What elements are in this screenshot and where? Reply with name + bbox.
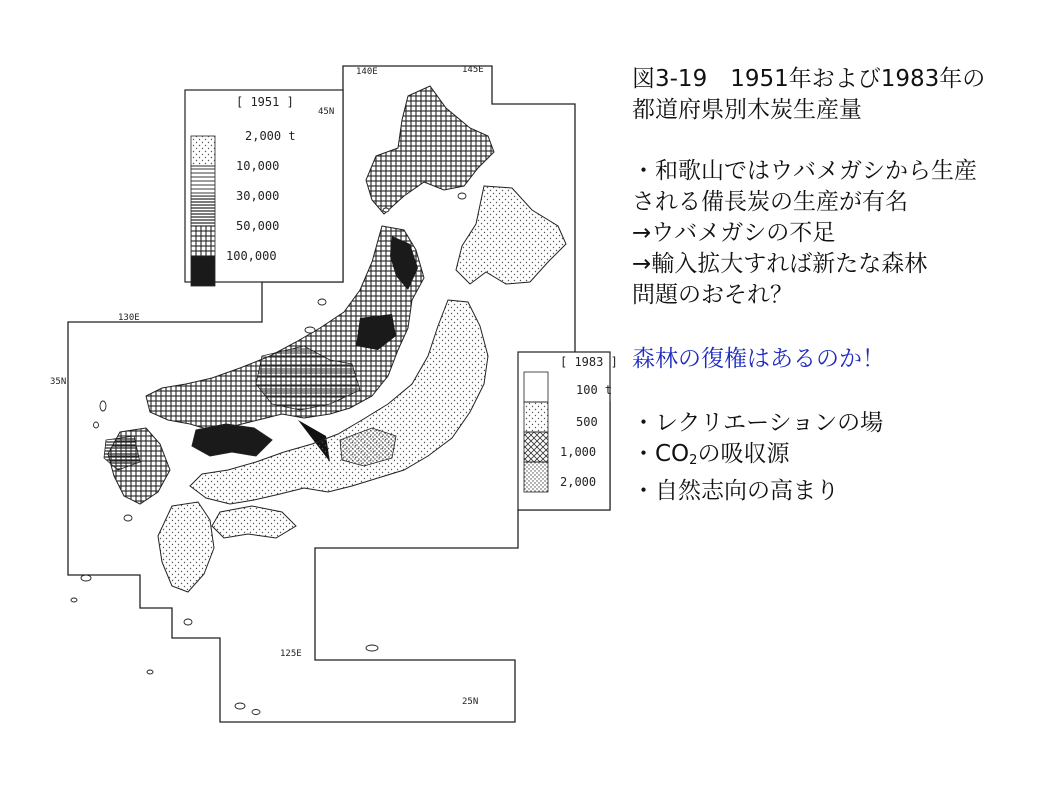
slide-text-panel — [632, 64, 1052, 507]
legend-1951-swatch-4 — [191, 226, 215, 256]
point-import-line-1: →輸入拡大すれば新たな森林 — [632, 251, 928, 277]
shikoku-1983 — [212, 506, 296, 538]
point-wakayama-line-1: ・和歌山ではウバメガシから生産 — [632, 158, 977, 184]
coord-lon-130: 130E — [118, 313, 140, 323]
legend-1951-swatch-3 — [191, 196, 215, 226]
legend-1983-swatches — [524, 372, 548, 492]
legend-1983-swatch-4 — [524, 462, 548, 492]
bullet-co2-suffix: の吸収源 — [697, 441, 790, 467]
legend-1983-swatch-2 — [524, 402, 548, 432]
legend-1951-unit-row: 2,000 t — [245, 129, 296, 143]
legend-1983-level-1: 500 — [576, 415, 598, 429]
legend-1983-level-2: 1,000 — [560, 445, 597, 459]
legend-1983-title: [ 1983 ] — [560, 355, 618, 369]
coord-lat-25: 25N — [462, 697, 479, 707]
legend-1951-level-4: 100,000 — [226, 249, 277, 263]
legend-1951-title: [ 1951 ] — [236, 95, 294, 109]
bullet-recreation: ・レクリエーションの場 — [632, 410, 884, 436]
forest-revival-question: 森林の復権はあるのか！ — [632, 346, 885, 372]
coord-lon-125: 125E — [280, 649, 302, 659]
legend-1951-swatch-1 — [191, 136, 215, 166]
legend-1951-swatch-5 — [191, 256, 215, 286]
legend-1983-swatch-1 — [524, 372, 548, 402]
legend-1983-level-3: 2,000 — [560, 475, 597, 489]
legend-1983-unit-row: 100 t — [576, 383, 613, 397]
legend-1951-level-2: 30,000 — [236, 189, 280, 203]
coord-lat-45: 45N — [318, 107, 335, 117]
kyushu-1983 — [158, 502, 214, 592]
figure-title-line-2: 都道府県別木炭生産量 — [632, 97, 862, 123]
shikoku-1951 — [192, 424, 272, 456]
coord-lat-35: 35N — [50, 377, 67, 387]
point-shortage: →ウバメガシの不足 — [632, 220, 836, 246]
point-import-line-2: 問題のおそれ？ — [632, 282, 793, 308]
coord-lon-140: 140E — [356, 67, 378, 77]
coord-lon-145: 145E — [462, 65, 484, 75]
legend-1983-swatch-3 — [524, 432, 548, 462]
legend-1951-level-3: 50,000 — [236, 219, 280, 233]
bullet-co2-prefix: ・CO — [632, 441, 690, 467]
figure-title-line-1: 図3-19 1951年および1983年の — [632, 66, 986, 92]
bullet-nature: ・自然志向の高まり — [632, 478, 839, 504]
point-wakayama-line-2: される備長炭の生産が有名 — [632, 189, 908, 215]
legend-1951-swatch-2 — [191, 166, 215, 196]
bullet-co2-subscript: 2 — [689, 453, 698, 468]
hokkaido-1951 — [366, 86, 494, 214]
bullet-co2 — [632, 439, 1052, 476]
legend-1951-swatches — [191, 136, 215, 286]
legend-1951-level-1: 10,000 — [236, 159, 280, 173]
hokkaido-1983 — [456, 186, 566, 284]
